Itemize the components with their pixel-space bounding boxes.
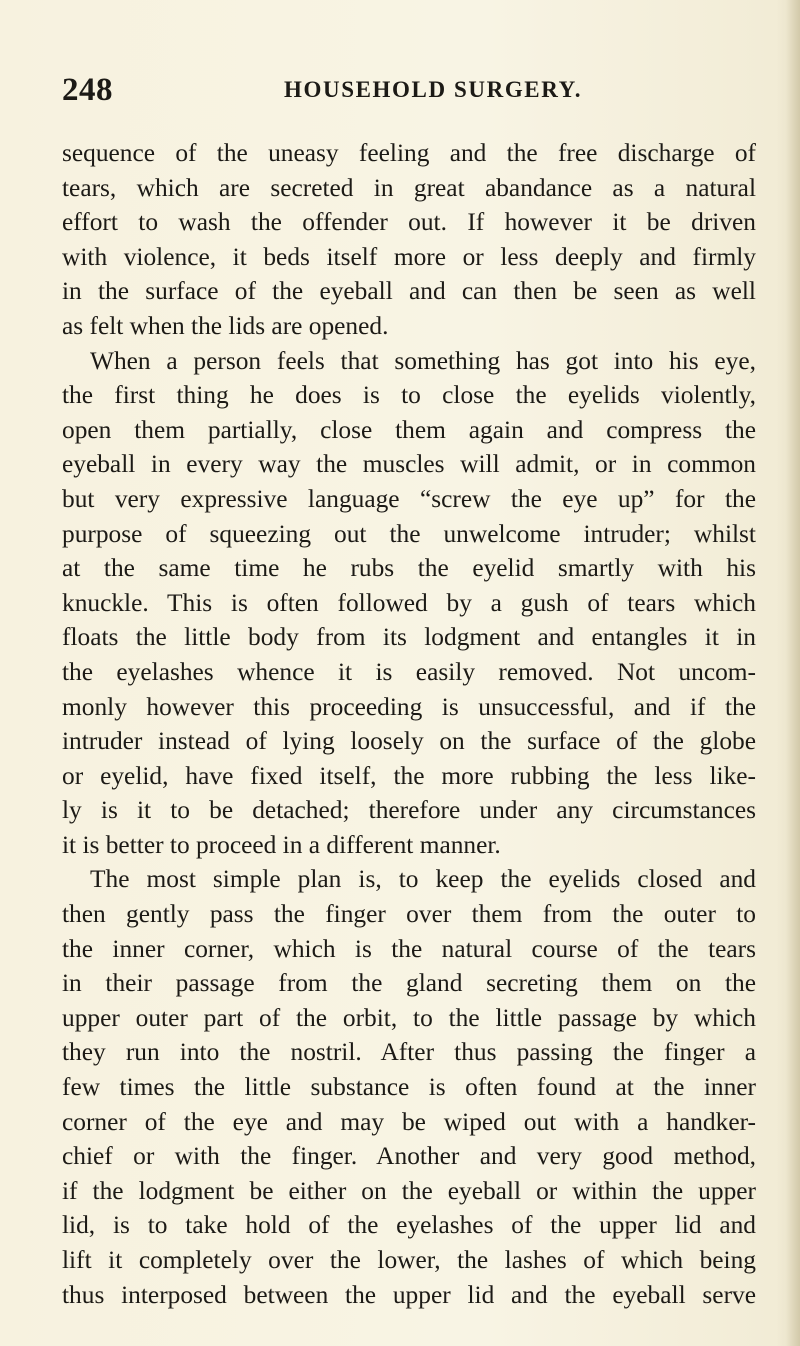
text-line: monly however this proceeding is unsuccessful, and if the [62,692,756,721]
text-line: knuckle. This is often followed by a gush of tears which [62,588,756,617]
text-line: then gently pass the finger over them from the outer to [62,900,756,929]
text-line: upper outer part of the orbit, to the little passage by which [62,1003,756,1032]
running-head [62,72,756,112]
text-line: at the same time he rubs the eyelid smartly with his [62,554,756,583]
running-head-title: HOUSEHOLD SURGERY. [284,77,583,102]
text-line: with violence, it beds itself more or less deeply and firmly [62,242,756,271]
text-line: tears, which are secreted in great abandance as a natural [62,173,756,202]
text-line: they run into the nostril. After thus passing the finger a [62,1038,756,1067]
paragraph-start-line: The most simple plan is, to keep the eyelids closed and [90,865,756,894]
text-line: the first thing he does is to close the eyelids violently, [62,381,756,410]
text-line: effort to wash the offender out. If however it be driven [62,208,756,237]
text-line: lid, is to take hold of the eyelashes of the upper lid and [62,1211,756,1240]
text-line: the eyelashes whence it is easily removed. Not uncom- [62,657,756,686]
text-line: sequence of the uneasy feeling and the free discharge of [62,139,756,167]
text-line: purpose of squeezing out the unwelcome intruder; whilst [62,519,756,548]
text-line: but very expressive language “screw the eye up” for the [62,484,756,513]
text-line: or eyelid, have fixed itself, the more rubbing the less like- [62,761,756,790]
text-line: it is better to proceed in a different manner. [62,830,501,859]
text-line: if the lodgment be either on the eyeball or within the upper [62,1176,756,1205]
text-line: lift it completely over the lower, the lashes of which being [62,1246,756,1274]
text-line: in the surface of the eyeball and can then be seen as well [62,277,756,306]
text-line: the inner corner, which is the natural course of the tears [62,934,756,963]
text-line: floats the little body from its lodgment and entangles it in [62,623,756,652]
text-line: thus interposed between the upper lid and the eyeball serve [62,1280,756,1309]
text-line: ly is it to be detached; therefore under any circumstances [62,796,756,825]
page-edge-shadow [786,0,800,1346]
text-line: chief or with the finger. Another and very good method, [62,1142,756,1171]
text-line: open them partially, close them again and compress the [62,415,756,444]
text-line: corner of the eye and may be wiped out with a handker- [62,1107,756,1136]
text-line: few times the little substance is often found at the inner [62,1073,756,1102]
body-text [62,136,756,1312]
text-line: in their passage from the gland secreting them on the [62,969,756,998]
text-line: eyeball in every way the muscles will admit, or in common [62,450,756,479]
text-line: intruder instead of lying loosely on the surface of the globe [62,727,756,756]
page-number: 248 [62,72,113,108]
paragraph-start-line: When a person feels that something has got into his eye, [90,346,756,375]
text-line: as felt when the lids are opened. [62,311,389,340]
